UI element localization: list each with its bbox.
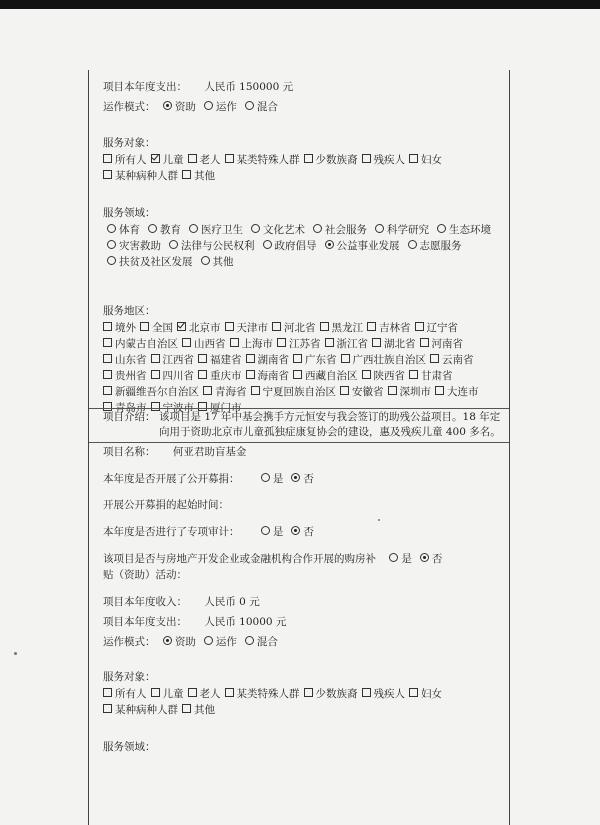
audit-options <box>257 526 318 538</box>
option[interactable] <box>287 472 314 486</box>
radio-selected[interactable] <box>163 636 172 645</box>
option[interactable] <box>251 384 337 400</box>
option-label: 科学研究 <box>387 224 429 236</box>
radio[interactable] <box>148 224 157 233</box>
option-label: 云南省 <box>442 354 474 366</box>
option[interactable] <box>151 152 184 168</box>
option[interactable] <box>372 336 416 352</box>
option-label: 辽宁省 <box>426 322 458 334</box>
option[interactable] <box>415 320 459 336</box>
option-label: 社会服务 <box>325 224 367 236</box>
radio[interactable] <box>107 224 116 233</box>
checkbox-checked[interactable] <box>151 154 160 163</box>
option[interactable] <box>188 152 221 168</box>
checkbox[interactable] <box>362 370 371 379</box>
mode-label: 运作模式： <box>103 636 156 648</box>
option[interactable] <box>225 152 300 168</box>
mode-label: 运作模式： <box>103 101 156 113</box>
option-label: 否 <box>303 473 314 485</box>
checkbox[interactable] <box>430 354 439 363</box>
option[interactable] <box>182 168 215 184</box>
project-name-value: 何亚君助盲基金 <box>172 446 247 458</box>
checkbox[interactable] <box>304 688 313 697</box>
option-label: 公益事业发展 <box>336 240 400 252</box>
option-label: 青海省 <box>215 386 247 398</box>
option[interactable] <box>246 368 290 384</box>
checkbox[interactable] <box>246 370 255 379</box>
option-label: 扶贫及社区发展 <box>119 256 193 268</box>
checkbox[interactable] <box>325 338 334 347</box>
option[interactable] <box>151 352 195 368</box>
option[interactable] <box>103 152 147 168</box>
radio[interactable] <box>169 240 178 249</box>
option[interactable] <box>185 222 243 238</box>
targets-options-1 <box>103 152 503 184</box>
option-label: 妇女 <box>421 688 442 700</box>
option-label: 医疗卫生 <box>201 224 243 236</box>
realestate-question: 该项目是否与房地产开发企业或金融机构合作开展的购房补 <box>103 553 376 565</box>
option[interactable] <box>259 238 317 254</box>
option-label: 否 <box>303 526 314 538</box>
checkbox[interactable] <box>103 154 112 163</box>
option-label: 妇女 <box>421 154 442 166</box>
option-label: 其他 <box>194 170 215 182</box>
option[interactable] <box>151 686 184 702</box>
regions-options-1 <box>103 320 503 416</box>
option[interactable] <box>140 320 173 336</box>
option[interactable] <box>198 368 242 384</box>
radio[interactable] <box>107 240 116 249</box>
radio-selected[interactable] <box>420 553 429 562</box>
option-label: 法律与公民权利 <box>181 240 255 252</box>
option-label: 吉林省 <box>379 322 411 334</box>
checkbox[interactable] <box>367 322 376 331</box>
option-label: 内蒙古自治区 <box>115 338 178 350</box>
option-label: 青岛市 <box>115 402 147 414</box>
checkbox[interactable] <box>272 322 281 331</box>
option-label: 山东省 <box>115 354 147 366</box>
option[interactable] <box>420 336 464 352</box>
option-label: 其他 <box>212 256 234 268</box>
checkbox[interactable] <box>409 370 418 379</box>
radio[interactable] <box>437 224 446 233</box>
option[interactable] <box>257 472 284 486</box>
option-label: 陕西省 <box>373 370 405 382</box>
option-label: 海南省 <box>257 370 289 382</box>
checkbox[interactable] <box>182 170 191 179</box>
checkbox[interactable] <box>251 386 260 395</box>
targets-label-2: 服务对象： <box>103 671 156 683</box>
option[interactable] <box>159 635 196 649</box>
checkbox[interactable] <box>341 354 350 363</box>
option[interactable] <box>433 222 491 238</box>
option-label: 贵州省 <box>115 370 147 382</box>
targets-label-1: 服务对象： <box>103 137 156 149</box>
option-label: 湖南省 <box>257 354 289 366</box>
option-label: 江苏省 <box>289 338 321 350</box>
option-label: 山西省 <box>194 338 226 350</box>
fields-options-1 <box>103 222 503 270</box>
checkbox[interactable] <box>188 154 197 163</box>
option[interactable] <box>320 320 364 336</box>
option-label: 某种病种人群 <box>115 170 178 182</box>
option-label: 老人 <box>199 688 221 700</box>
expense-label: 项目本年度支出： <box>103 81 187 93</box>
option[interactable] <box>287 525 314 539</box>
option[interactable] <box>159 100 196 114</box>
intro-text: 该项目是 17 年中基会携手方元恒安与我会签订的助残公益项目。18 年定向用于资助北京市儿童孤独症康复协会的建设，惠及残疾儿童 400 多名。 <box>159 411 501 438</box>
option-label: 宁波市 <box>162 402 194 414</box>
radio[interactable] <box>261 526 270 535</box>
expense-value: 人民币 10000 元 <box>204 616 287 628</box>
checkbox[interactable] <box>103 704 112 713</box>
option[interactable] <box>321 238 400 254</box>
option[interactable] <box>103 384 199 400</box>
option-label: 黑龙江 <box>331 322 363 334</box>
option[interactable] <box>341 352 427 368</box>
checkbox[interactable] <box>225 154 234 163</box>
option-label: 河南省 <box>431 338 463 350</box>
checkbox[interactable] <box>140 322 149 331</box>
radio-selected[interactable] <box>291 473 300 482</box>
option[interactable] <box>200 635 237 649</box>
checkbox[interactable] <box>246 354 255 363</box>
radio[interactable] <box>389 553 398 562</box>
radio-selected[interactable] <box>325 240 334 249</box>
expense-row-2 <box>103 615 286 629</box>
option-label: 运作 <box>215 636 237 648</box>
expense-label: 项目本年度支出： <box>103 616 187 628</box>
option[interactable] <box>103 238 161 254</box>
radio[interactable] <box>408 240 417 249</box>
option[interactable] <box>103 168 178 184</box>
checkbox[interactable] <box>388 386 397 395</box>
option[interactable] <box>272 320 316 336</box>
option[interactable] <box>340 384 384 400</box>
option[interactable] <box>325 336 369 352</box>
checkbox[interactable] <box>293 354 302 363</box>
fundraise-options <box>257 473 318 485</box>
option[interactable] <box>416 552 443 566</box>
option-label: 西藏自治区 <box>305 370 358 382</box>
divider <box>89 442 509 443</box>
checkbox[interactable] <box>103 354 112 363</box>
option-label: 儿童 <box>162 688 184 700</box>
checkbox[interactable] <box>304 154 313 163</box>
option[interactable] <box>409 152 442 168</box>
option-label: 广西壮族自治区 <box>352 354 426 366</box>
option-label: 其他 <box>194 704 215 716</box>
scan-speck <box>14 652 17 655</box>
income-value: 人民币 0 元 <box>204 596 260 608</box>
checkbox[interactable] <box>293 370 302 379</box>
mode-row-1 <box>103 100 282 114</box>
option[interactable] <box>225 320 269 336</box>
option-label: 资助 <box>174 636 196 648</box>
regions-label-1: 服务地区： <box>103 305 156 317</box>
option[interactable] <box>197 254 234 270</box>
mode-options <box>159 636 282 648</box>
option[interactable] <box>230 336 274 352</box>
option-label: 大连市 <box>447 386 479 398</box>
radio[interactable] <box>245 636 254 645</box>
option[interactable] <box>182 702 215 718</box>
option-label: 运作 <box>215 101 237 113</box>
checkbox[interactable] <box>340 386 349 395</box>
option-label: 是 <box>272 473 284 485</box>
option[interactable] <box>246 352 290 368</box>
project-name-row <box>103 445 246 459</box>
checkbox[interactable] <box>103 322 112 331</box>
option[interactable] <box>103 222 140 238</box>
option[interactable] <box>304 152 358 168</box>
option[interactable] <box>430 352 474 368</box>
checkbox[interactable] <box>151 370 160 379</box>
option[interactable] <box>362 152 406 168</box>
option[interactable] <box>435 384 479 400</box>
option-label: 体育 <box>119 224 140 236</box>
income-row <box>103 595 260 609</box>
option-label: 北京市 <box>189 322 221 334</box>
option-label: 天津市 <box>236 322 268 334</box>
option-label: 宁夏回族自治区 <box>262 386 336 398</box>
checkbox[interactable] <box>409 154 418 163</box>
mode-options <box>159 101 282 113</box>
option-label: 安徽省 <box>352 386 384 398</box>
radio[interactable] <box>107 256 116 265</box>
checkbox[interactable] <box>362 688 371 697</box>
option-label: 老人 <box>199 154 221 166</box>
checkbox[interactable] <box>225 322 234 331</box>
checkbox[interactable] <box>372 338 381 347</box>
option-label: 生态环境 <box>449 224 491 236</box>
expense-row-1 <box>103 80 293 94</box>
option[interactable] <box>188 686 221 702</box>
checkbox-checked[interactable] <box>177 322 186 331</box>
scan-top-edge <box>0 0 600 9</box>
checkbox[interactable] <box>435 386 444 395</box>
option-label: 重庆市 <box>210 370 242 382</box>
option[interactable] <box>103 254 193 270</box>
checkbox[interactable] <box>198 354 207 363</box>
audit-row <box>103 525 318 539</box>
option[interactable] <box>404 238 462 254</box>
checkbox[interactable] <box>182 704 191 713</box>
option-label: 少数族裔 <box>315 688 358 700</box>
option-label: 文化艺术 <box>263 224 305 236</box>
mode-row-2 <box>103 635 282 649</box>
checkbox[interactable] <box>188 688 197 697</box>
checkbox[interactable] <box>103 688 112 697</box>
option[interactable] <box>385 552 412 566</box>
option-label: 某类特殊人群 <box>236 688 300 700</box>
option-label: 少数族裔 <box>315 154 358 166</box>
option-label: 福建省 <box>210 354 242 366</box>
option[interactable] <box>362 368 406 384</box>
option-label: 新疆维吾尔自治区 <box>115 386 199 398</box>
checkbox[interactable] <box>182 338 191 347</box>
option[interactable] <box>293 352 337 368</box>
option[interactable] <box>257 525 284 539</box>
option-label: 境外 <box>115 322 136 334</box>
option[interactable] <box>247 222 305 238</box>
option[interactable] <box>103 702 178 718</box>
intro-label: 项目介绍： <box>103 411 156 423</box>
option-label: 混合 <box>256 101 278 113</box>
checkbox[interactable] <box>103 370 112 379</box>
option[interactable] <box>293 368 358 384</box>
option[interactable] <box>362 686 406 702</box>
radio-selected[interactable] <box>163 101 172 110</box>
option-label: 河北省 <box>284 322 316 334</box>
checkbox[interactable] <box>230 338 239 347</box>
radio[interactable] <box>204 101 213 110</box>
option[interactable] <box>225 686 300 702</box>
option[interactable] <box>103 320 136 336</box>
option-label: 儿童 <box>162 154 184 166</box>
option-label: 上海市 <box>241 338 273 350</box>
checkbox[interactable] <box>362 154 371 163</box>
option[interactable] <box>144 222 181 238</box>
option-label: 残疾人 <box>373 154 405 166</box>
option-label: 资助 <box>174 101 196 113</box>
option-label: 是 <box>272 526 284 538</box>
option[interactable] <box>309 222 367 238</box>
option[interactable] <box>241 635 278 649</box>
realestate-options <box>385 553 446 565</box>
radio[interactable] <box>251 224 260 233</box>
checkbox[interactable] <box>151 688 160 697</box>
radio[interactable] <box>189 224 198 233</box>
fields-label-1: 服务领域： <box>103 207 156 219</box>
project-name-label: 项目名称： <box>103 446 156 458</box>
option-label: 灾害救助 <box>119 240 161 252</box>
checkbox[interactable] <box>151 354 160 363</box>
option-label: 所有人 <box>115 688 147 700</box>
checkbox[interactable] <box>415 322 424 331</box>
radio[interactable] <box>201 256 210 265</box>
checkbox[interactable] <box>225 688 234 697</box>
option[interactable] <box>241 100 278 114</box>
checkbox[interactable] <box>409 688 418 697</box>
targets-options-2 <box>103 686 503 718</box>
checkbox[interactable] <box>103 338 112 347</box>
option-label: 政府倡导 <box>274 240 317 252</box>
checkbox[interactable] <box>203 386 212 395</box>
radio[interactable] <box>261 473 270 482</box>
checkbox[interactable] <box>420 338 429 347</box>
fields-label-2: 服务领域： <box>103 741 156 753</box>
option[interactable] <box>103 336 178 352</box>
option[interactable] <box>304 686 358 702</box>
option[interactable] <box>277 336 321 352</box>
option-label: 残疾人 <box>373 688 405 700</box>
option-label: 教育 <box>160 224 181 236</box>
project-intro <box>103 410 503 440</box>
radio[interactable] <box>263 240 272 249</box>
option[interactable] <box>198 352 242 368</box>
checkbox[interactable] <box>198 370 207 379</box>
income-label: 项目本年度收入： <box>103 596 187 608</box>
option-label: 浙江省 <box>336 338 368 350</box>
option[interactable] <box>371 222 429 238</box>
radio[interactable] <box>245 101 254 110</box>
option[interactable] <box>103 368 147 384</box>
start-time-question: 开展公开募捐的起始时间： <box>103 499 229 511</box>
option-label: 厦门市 <box>210 402 242 414</box>
fundraise-question: 本年度是否开展了公开募捐： <box>103 473 240 485</box>
option-label: 志愿服务 <box>419 240 462 252</box>
option-label: 否 <box>431 553 443 565</box>
option[interactable] <box>409 686 442 702</box>
option-label: 江西省 <box>162 354 194 366</box>
option[interactable] <box>388 384 432 400</box>
option-label: 全国 <box>152 322 173 334</box>
option-label: 广东省 <box>305 354 337 366</box>
checkbox[interactable] <box>320 322 329 331</box>
option[interactable] <box>182 336 226 352</box>
option[interactable] <box>103 686 147 702</box>
checkbox[interactable] <box>103 170 112 179</box>
realestate-row <box>103 552 446 566</box>
report-page <box>88 70 510 825</box>
fundraise-row <box>103 472 318 486</box>
option-label: 某种病种人群 <box>115 704 178 716</box>
scan-speck <box>378 519 380 521</box>
radio-selected[interactable] <box>291 526 300 535</box>
option-label: 湖北省 <box>384 338 416 350</box>
option[interactable] <box>165 238 255 254</box>
option[interactable] <box>409 368 453 384</box>
option[interactable] <box>200 100 237 114</box>
checkbox[interactable] <box>103 386 112 395</box>
option-label: 某类特殊人群 <box>236 154 300 166</box>
radio[interactable] <box>313 224 322 233</box>
audit-question: 本年度是否进行了专项审计： <box>103 526 240 538</box>
option[interactable] <box>103 352 147 368</box>
divider <box>89 408 509 409</box>
option-label: 深圳市 <box>399 386 431 398</box>
option[interactable] <box>151 368 195 384</box>
realestate-question-cont: 贴（资助）活动： <box>103 569 187 581</box>
expense-value: 人民币 150000 元 <box>204 81 294 93</box>
option-label: 四川省 <box>162 370 194 382</box>
option-label: 是 <box>401 553 412 565</box>
option-label: 甘肃省 <box>421 370 453 382</box>
option-label: 所有人 <box>115 154 147 166</box>
option-label: 混合 <box>256 636 278 648</box>
option[interactable] <box>367 320 411 336</box>
radio[interactable] <box>204 636 213 645</box>
option[interactable] <box>177 320 221 336</box>
option[interactable] <box>203 384 247 400</box>
checkbox[interactable] <box>277 338 286 347</box>
radio[interactable] <box>375 224 384 233</box>
